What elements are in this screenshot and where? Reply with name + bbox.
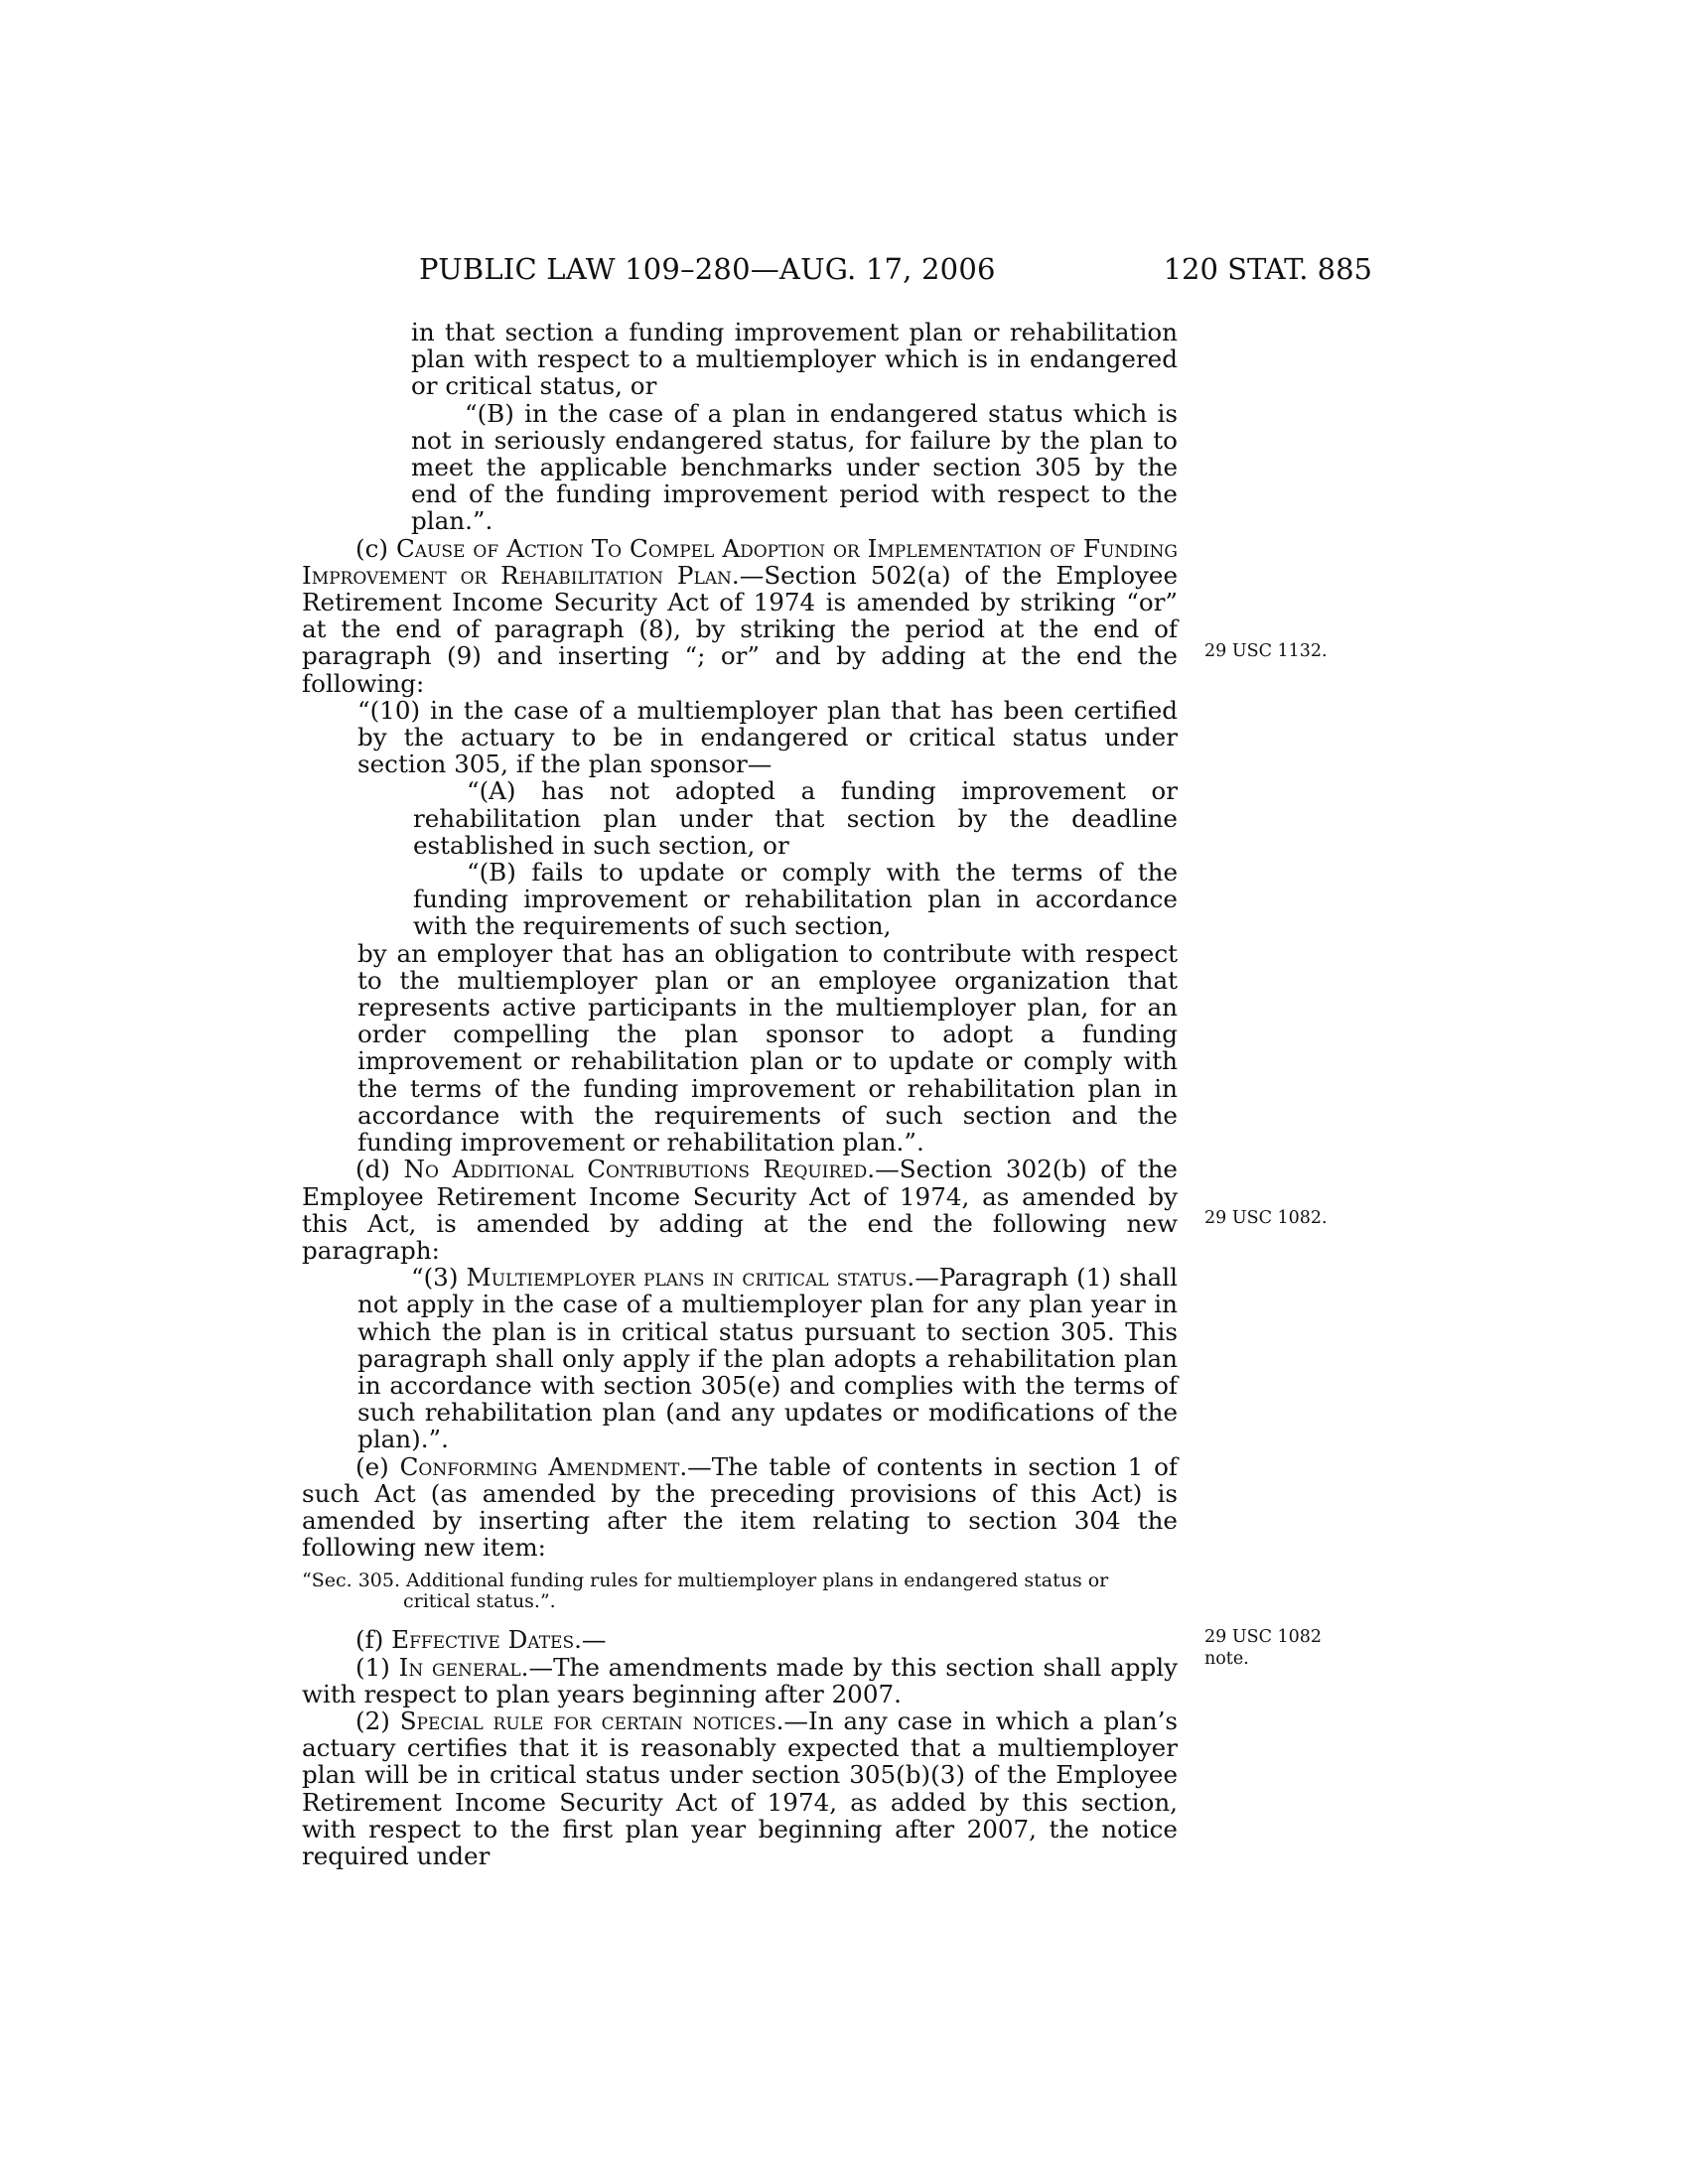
subsection-e-heading: Conforming Amendment. [399, 1451, 688, 1481]
margin-note-usc-1082: 29 USC 1082. [1204, 1208, 1328, 1228]
toc-item-sec-305: “Sec. 305. Additional funding rules for multiemployer plans in endangered status or critical status.”. [302, 1570, 1109, 1613]
margin-note-usc-1082-note: 29 USC 1082 note. [1204, 1627, 1323, 1669]
paragraph-3-heading: Multiemployer plans in critical status. [466, 1263, 915, 1293]
subsection-d: (d) No Additional Contributions Required.—Section 302(b) of the Employee Retirement Income Security Act of 1974, as amended by this Act, is amended by adding at the end the following new paragraph: [302, 1155, 1178, 1265]
subsection-e: (e) Conforming Amendment.—The table of contents in section 1 of such Act (as amended by the preceding provisions of this Act) is amended by inserting after the item relating to section 304 the following new item: [302, 1451, 1178, 1563]
subsection-f: (f) Effective Dates.— [355, 1625, 607, 1655]
paragraph-10: “(10) in the case of a multiemployer plan that has been certified by the actuary to be in endangered or critical status under section 305, if the plan sponsor— [357, 695, 1178, 779]
subsection-f-heading: Effective Dates. [391, 1625, 582, 1655]
body-text-column [302, 319, 1178, 1869]
subparagraph-b: “(B) in the case of a plan in endangered status which is not in seriously endangered status, for failure by the plan to meet the applicable benchmarks under section 305 by the end of the funding improvement period with respect to the plan.”. [411, 398, 1178, 536]
paragraph-f-2-heading: Special rule for certain notices. [399, 1706, 784, 1735]
paragraph-f-1: (1) In general.—The amendments made by this section shall apply with respect to plan years beginning after 2007. [302, 1652, 1178, 1708]
paragraph-10-tail: by an employer that has an obligation to contribute with respect to the multiemployer plan or an employee organization that represents active participants in the multiemployer plan, for an order compelling the plan sponsor to adopt a funding improvement or rehabilitation plan or to update or comply with the terms of the funding improvement or rehabilitation plan in accordance with the requirements of such section and the funding improvement or rehabilitation plan.”. [357, 938, 1178, 1158]
running-header-title: PUBLIC LAW 109–280—AUG. 17, 2006 [419, 252, 996, 286]
paragraph-3: “(3) Multiemployer plans in critical status.—Paragraph (1) shall not apply in the case of a multiemployer plan for any plan year in which the plan is in critical status pursuant to section 305. This paragraph shall only apply if the plan adopts a rehabilitation plan in accordance with section 305(e) and complies with the terms of such rehabilitation plan (and any updates or modifications of the plan).”. [357, 1263, 1178, 1454]
running-header-stat-page: 120 STAT. 885 [1163, 252, 1372, 286]
subsection-c: (c) Cause of Action To Compel Adoption or Implementation of Funding Improvement or Rehabilitation Plan.—Section 502(a) of the Employee Retirement Income Security Act of 1974 is amended by striking “or” at the end of paragraph (8), by striking the period at the end of paragraph (9) and inserting “; or” and by adding at the end the following: [302, 533, 1179, 698]
paragraph-continuation: in that section a funding improvement plan or rehabilitation plan with respect to a multiemployer which is in endangered or critical status, or [411, 318, 1178, 401]
subsection-d-heading: No Additional Contributions Required. [403, 1155, 876, 1184]
paragraph-f-1-heading: In general. [398, 1652, 529, 1682]
margin-note-usc-1132: 29 USC 1132. [1204, 641, 1328, 661]
subsection-c-heading: Cause of Action To Compel Adoption or Implementation of Funding Improvement or Rehabilitation Plan. [302, 533, 1178, 590]
paragraph-10-b: “(B) fails to update or comply with the terms of the funding improvement or rehabilitation plan in accordance with the requirements of such section, [413, 858, 1178, 941]
paragraph-f-2: (2) Special rule for certain notices.—In any case in which a plan’s actuary certifies that it is reasonably expected that a multiemployer plan will be in critical status under section 305(b)(3) of the Employee Retirement Income Security Act of 1974, as added by this section, with respect to the first plan year beginning after 2007, the notice required under [302, 1706, 1179, 1870]
paragraph-10-a: “(A) has not adopted a funding improvement or rehabilitation plan under that section by the deadline established in such section, or [413, 776, 1178, 860]
